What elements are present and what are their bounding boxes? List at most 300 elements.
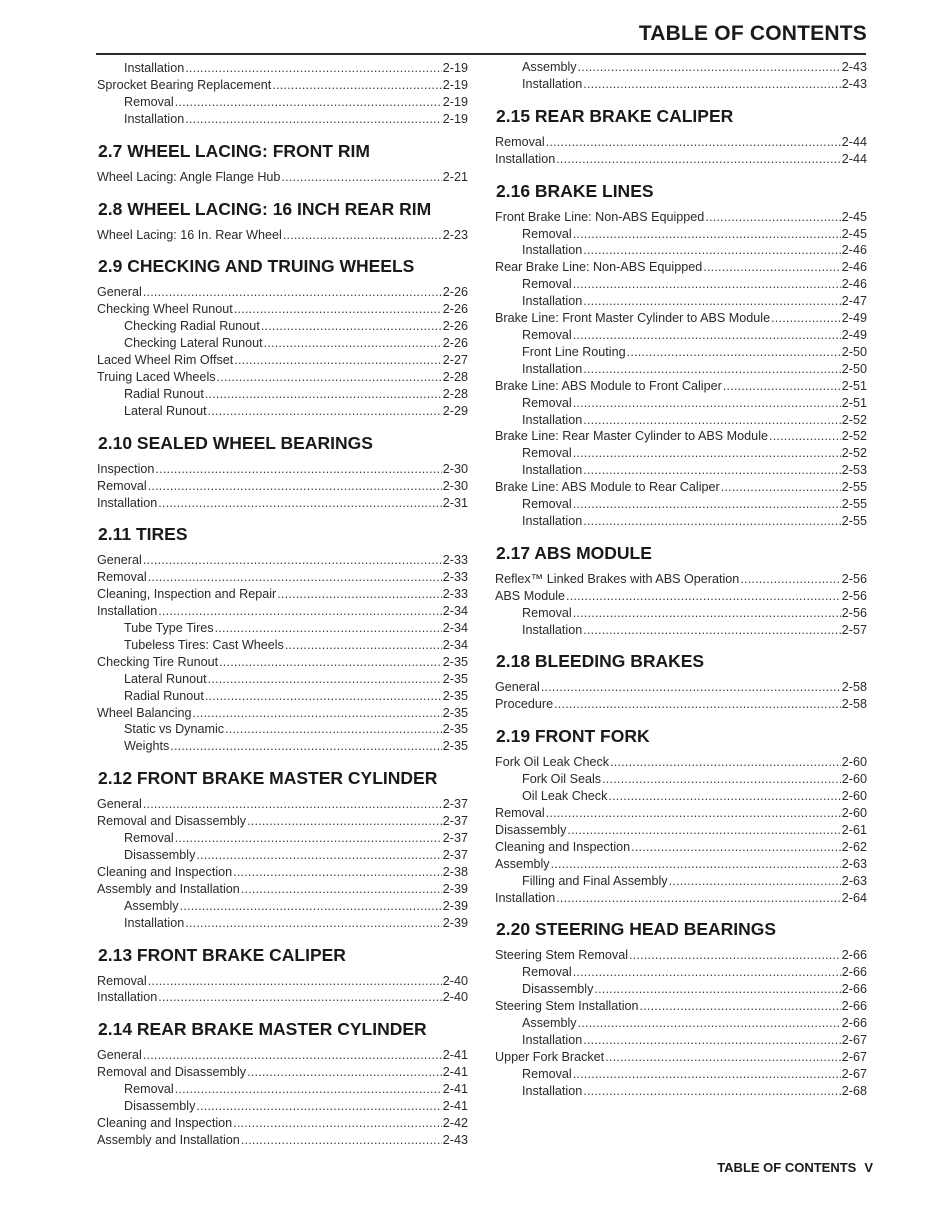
dot-leader [148,973,442,990]
toc-entry[interactable] [97,60,468,77]
toc-entry[interactable] [97,1098,468,1115]
toc-entry-page: 2-66 [841,1016,867,1031]
toc-entry-page: 2-19 [442,111,468,126]
toc-entry-label: Removal [522,605,572,620]
toc-entry-label: Steering Stem Installation [495,999,639,1014]
section-heading[interactable]: 2.18 BLEEDING BRAKES [496,651,705,672]
toc-entry-page: 2-19 [442,94,468,109]
toc-entry[interactable] [495,479,867,496]
dot-leader [631,839,841,856]
toc-entry-label: Checking Lateral Runout [124,336,263,351]
toc-entry-page: 2-49 [841,311,867,326]
toc-entry-label: ABS Module [495,588,566,603]
toc-entry-page: 2-42 [442,1115,468,1130]
dot-leader [723,378,841,395]
toc-entry[interactable] [495,1066,867,1083]
toc-entry-page: 2-44 [841,151,867,166]
toc-entry-page: 2-41 [442,1082,468,1097]
toc-entry-page: 2-40 [442,990,468,1005]
toc-entry-label: Installation [522,361,583,376]
dot-leader [148,478,442,495]
toc-entry[interactable] [495,412,867,429]
toc-entry[interactable] [495,622,867,639]
dot-leader [155,461,441,478]
toc-entry-label: Assembly and Installation [97,1132,240,1147]
toc-entry-label: Removal [124,94,174,109]
toc-entry-page: 2-67 [841,1049,867,1064]
dot-leader [175,830,442,847]
dot-leader [281,169,441,186]
toc-entry[interactable] [495,1015,867,1032]
dot-leader [225,721,442,738]
toc-entry[interactable] [97,813,468,830]
toc-entry[interactable] [97,654,468,671]
toc-entry-page: 2-41 [442,1048,468,1063]
section-heading[interactable]: 2.14 REAR BRAKE MASTER CYLINDER [98,1019,427,1040]
dot-leader [608,788,840,805]
toc-entry-label: Laced Wheel Rim Offset [97,353,234,368]
toc-entry-page: 2-58 [841,680,867,695]
dot-leader [573,964,841,981]
toc-entry[interactable] [97,796,468,813]
toc-entry[interactable] [495,242,867,259]
page-footer [717,1160,873,1175]
toc-entry[interactable] [97,1115,468,1132]
toc-entry[interactable] [495,1083,867,1100]
toc-entry[interactable] [495,259,867,276]
toc-entry-label: Disassembly [124,1099,196,1114]
dot-leader [566,588,841,605]
toc-entry-label: Lateral Runout [124,671,207,686]
toc-entry-label: Removal and Disassembly [97,814,247,829]
toc-entry[interactable] [97,864,468,881]
toc-entry[interactable] [495,754,867,771]
toc-entry-page: 2-50 [841,361,867,376]
dot-leader [261,318,442,335]
toc-entry-page: 2-51 [841,395,867,410]
toc-entry-page: 2-64 [841,890,867,905]
toc-section [495,917,867,1099]
toc-entry-label: Installation [124,61,185,75]
toc-entry[interactable] [495,76,867,93]
toc-entry[interactable] [97,637,468,654]
toc-entry-page: 2-61 [841,822,867,837]
toc-entry[interactable] [97,403,468,420]
toc-entry[interactable] [495,964,867,981]
toc-entry-page: 2-26 [442,302,468,317]
dot-leader [272,77,441,94]
toc-entry[interactable] [97,227,468,244]
toc-entry-page: 2-47 [841,294,867,309]
toc-entry[interactable] [495,588,867,605]
toc-entry[interactable] [495,428,867,445]
footer-label: TABLE OF CONTENTS [717,1160,857,1175]
toc-entry-page: 2-67 [841,1032,867,1047]
toc-entry-label: Installation [124,915,185,930]
toc-entry[interactable] [97,169,468,186]
toc-entry-page: 2-21 [442,169,468,184]
toc-entry[interactable] [97,898,468,915]
toc-entry-page: 2-63 [841,873,867,888]
dot-leader [196,847,441,864]
section-heading[interactable]: 2.19 FRONT FORK [496,726,650,747]
toc-entry[interactable] [97,386,468,403]
toc-entry[interactable] [97,94,468,111]
toc-entry-page: 2-50 [841,344,867,359]
toc-left-column [97,60,468,1149]
toc-entry-label: Installation [124,111,185,126]
toc-entry-label: Steering Stem Removal [495,948,628,963]
toc-entry-label: Fork Oil Seals [522,772,602,787]
toc-entry-page: 2-46 [841,260,867,275]
toc-entry[interactable] [495,947,867,964]
toc-entry[interactable] [97,603,468,620]
dot-leader [771,310,841,327]
toc-entry[interactable] [495,310,867,327]
toc-entry[interactable] [495,873,867,890]
toc-entry[interactable] [97,847,468,864]
toc-entry-page: 2-19 [442,77,468,92]
toc-entry-page: 2-35 [442,671,468,686]
toc-entry-page: 2-35 [442,705,468,720]
dot-leader [583,513,841,530]
dot-leader [196,1098,441,1115]
toc-entry[interactable] [97,688,468,705]
section-heading[interactable]: 2.12 FRONT BRAKE MASTER CYLINDER [98,768,438,789]
toc-entry[interactable] [495,605,867,622]
dot-leader [233,864,442,881]
toc-entry-page: 2-66 [841,948,867,963]
section-heading[interactable]: 2.20 STEERING HEAD BEARINGS [496,919,777,940]
section-heading[interactable]: 2.7 WHEEL LACING: FRONT RIM [98,140,370,161]
toc-entry-label: Static vs Dynamic [124,722,225,737]
toc-entry-label: Removal [522,395,572,410]
toc-entry-page: 2-37 [442,797,468,812]
dot-leader [219,654,442,671]
dot-leader [629,947,841,964]
toc-entry-page: 2-27 [442,353,468,368]
toc-entry[interactable] [97,284,468,301]
toc-entry-page: 2-66 [841,982,867,997]
dot-leader [143,284,442,301]
toc-entry-page: 2-38 [442,864,468,879]
toc-entry-label: Cleaning, Inspection and Repair [97,587,277,602]
toc-entry-label: Removal [522,277,572,292]
toc-entry[interactable] [97,881,468,898]
toc-entry[interactable] [97,569,468,586]
toc-entry-label: Removal [495,806,545,820]
toc-entry-label: General [97,797,142,812]
dot-leader [583,462,841,479]
toc-entry[interactable] [495,395,867,412]
section-heading[interactable]: 2.13 FRONT BRAKE CALIPER [98,944,346,965]
toc-entry[interactable] [495,771,867,788]
toc-entry-page: 2-55 [841,480,867,495]
toc-entry-label: Removal [124,831,174,846]
toc-entry-page: 2-49 [841,327,867,342]
toc-entry[interactable] [495,1049,867,1066]
toc-entry-label: Disassembly [495,822,567,837]
dot-leader [627,344,841,361]
toc-entry-label: Assembly [522,1016,577,1031]
toc-entry-label: Installation [97,604,158,619]
toc-entry-page: 2-31 [442,495,468,510]
toc-entry[interactable] [495,696,867,713]
toc-entry[interactable] [97,830,468,847]
toc-entry-label: Fork Oil Leak Check [495,755,610,770]
dot-leader [541,679,841,696]
toc-entry-page: 2-45 [841,226,867,241]
dot-leader [185,60,442,77]
toc-entry[interactable] [495,679,867,696]
toc-entry-label: Installation [522,1083,583,1098]
section-heading[interactable]: 2.9 CHECKING AND TRUING WHEELS [98,256,415,277]
toc-entry[interactable] [97,352,468,369]
toc-entry-label: Installation [522,513,583,528]
toc-entry-label: Removal [97,478,147,493]
section-heading[interactable]: 2.16 BRAKE LINES [496,180,654,201]
dot-leader [215,620,442,637]
dot-leader [247,1064,442,1081]
dot-leader [283,227,442,244]
toc-entry-label: Assembly [495,856,550,871]
dot-leader [158,603,442,620]
dot-leader [277,586,442,603]
toc-entry[interactable] [97,586,468,603]
dot-leader [583,361,841,378]
toc-entry-label: Installation [522,463,583,478]
toc-entry-label: General [495,680,540,695]
dot-leader [208,403,442,420]
toc-entry[interactable] [97,721,468,738]
toc-entry[interactable] [97,111,468,128]
toc-entry-label: Assembly and Installation [97,881,240,896]
toc-entry-label: Assembly [124,898,179,913]
dot-leader [208,671,442,688]
toc-entry-page: 2-60 [841,772,867,787]
toc-entry[interactable] [495,151,867,168]
toc-entry-page: 2-46 [841,243,867,258]
toc-entry[interactable] [495,839,867,856]
toc-entry-page: 2-39 [442,915,468,930]
dot-leader [605,1049,841,1066]
toc-entry[interactable] [97,973,468,990]
toc-entry-page: 2-37 [442,831,468,846]
dot-leader [573,226,841,243]
toc-entry[interactable] [495,998,867,1015]
dot-leader [546,805,841,822]
toc-entry-page: 2-40 [442,973,468,988]
toc-entry-page: 2-51 [841,378,867,393]
toc-entry[interactable] [97,552,468,569]
dot-leader [247,813,442,830]
dot-leader [158,989,442,1006]
dot-leader [170,738,442,755]
toc-entry-page: 2-33 [442,587,468,602]
toc-entry[interactable] [495,378,867,395]
dot-leader [602,771,841,788]
toc-entry-label: Brake Line: ABS Module to Front Caliper [495,378,722,393]
toc-entry-label: Installation [97,495,158,510]
toc-entry[interactable] [495,805,867,822]
dot-leader [640,998,841,1015]
toc-section [97,766,468,931]
toc-section [495,179,867,530]
toc-right-column [495,59,867,1100]
toc-entry-label: General [97,285,142,300]
toc-entry[interactable] [97,738,468,755]
toc-entry-label: Installation [495,890,556,905]
toc-entry-label: Filling and Final Assembly [522,873,668,888]
toc-entry-page: 2-56 [841,571,867,586]
toc-entry-label: Truing Laced Wheels [97,369,216,384]
toc-entry[interactable] [97,301,468,318]
toc-entry[interactable] [495,496,867,513]
toc-entry-label: General [97,1048,142,1063]
toc-entry-label: Inspection [97,461,155,476]
toc-entry[interactable] [495,822,867,839]
dot-leader [721,479,841,496]
dot-leader [185,111,442,128]
toc-entry-page: 2-44 [841,134,867,149]
dot-leader [556,151,841,168]
toc-section [495,724,867,906]
toc-entry-page: 2-52 [841,429,867,444]
dot-leader [193,705,442,722]
toc-entry[interactable] [97,1047,468,1064]
toc-entry[interactable] [97,335,468,352]
toc-entry[interactable] [495,513,867,530]
section-heading[interactable]: 2.11 TIRES [98,524,188,545]
dot-leader [158,495,442,512]
toc-entry-label: Removal [522,965,572,980]
dot-leader [567,822,840,839]
toc-entry[interactable] [97,989,468,1006]
dot-leader [175,94,442,111]
toc-entry-label: Tubeless Tires: Cast Wheels [124,637,284,652]
toc-entry[interactable] [97,495,468,512]
toc-entry-page: 2-39 [442,881,468,896]
toc-entry[interactable] [495,788,867,805]
toc-entry-label: Cleaning and Inspection [97,864,233,879]
toc-entry[interactable] [495,276,867,293]
toc-section [97,1017,468,1148]
toc-entry-label: Tube Type Tires [124,621,214,636]
toc-entry-page: 2-60 [841,755,867,770]
toc-entry[interactable] [97,461,468,478]
dot-leader [554,696,841,713]
section-heading[interactable]: 2.8 WHEEL LACING: 16 INCH REAR RIM [98,198,432,219]
dot-leader [573,1066,841,1083]
toc-entry-label: Removal [97,973,147,988]
toc-entry-page: 2-35 [442,722,468,737]
dot-leader [148,569,442,586]
toc-entry[interactable] [97,915,468,932]
header-rule [96,53,866,55]
toc-entry[interactable] [97,671,468,688]
dot-leader [583,242,841,259]
toc-entry[interactable] [97,369,468,386]
toc-entry[interactable] [495,462,867,479]
toc-entry-page: 2-28 [442,369,468,384]
dot-leader [180,898,442,915]
toc-entry-page: 2-26 [442,285,468,300]
toc-entry-label: Procedure [495,697,554,712]
toc-entry[interactable] [97,1064,468,1081]
toc-entry[interactable] [495,890,867,907]
toc-entry[interactable] [495,1032,867,1049]
toc-entry[interactable] [97,318,468,335]
section-heading[interactable]: 2.17 ABS MODULE [496,542,652,563]
dot-leader [551,856,841,873]
toc-section [495,541,867,639]
dot-leader [175,1081,442,1098]
toc-entry-label: Removal and Disassembly [97,1065,247,1080]
toc-entry[interactable] [495,226,867,243]
toc-entry-page: 2-35 [442,654,468,669]
toc-entry-page: 2-46 [841,277,867,292]
toc-entry[interactable] [97,478,468,495]
toc-entry[interactable] [97,1132,468,1149]
dot-leader [769,428,841,445]
toc-entry-page: 2-60 [841,806,867,820]
toc-entry-label: Checking Tire Runout [97,654,219,669]
toc-entry[interactable] [495,209,867,226]
section-heading[interactable]: 2.15 REAR BRAKE CALIPER [496,105,734,126]
toc-entry-label: Installation [495,151,556,166]
toc-entry[interactable] [495,571,867,588]
dot-leader [610,754,841,771]
toc-entry[interactable] [495,856,867,873]
dot-leader [285,637,442,654]
dot-leader [573,445,841,462]
toc-entry-page: 2-35 [442,688,468,703]
toc-entry[interactable] [495,134,867,151]
toc-entry-page: 2-33 [442,553,468,568]
toc-entry[interactable] [495,361,867,378]
section-heading[interactable]: 2.10 SEALED WHEEL BEARINGS [98,432,373,453]
toc-entry-page: 2-58 [841,697,867,712]
toc-entry[interactable] [495,344,867,361]
toc-entry-label: Removal [97,570,147,585]
toc-entry-page: 2-57 [841,622,867,637]
toc-entry-label: Weights [124,739,170,754]
dot-leader [143,796,442,813]
toc-entry[interactable] [495,327,867,344]
toc-entry-page: 2-56 [841,605,867,620]
toc-entry-page: 2-55 [841,513,867,528]
dot-leader [143,1047,442,1064]
toc-entry-label: Removal [522,226,572,241]
toc-entry-page: 2-56 [841,588,867,603]
dot-leader [573,327,841,344]
toc-entry[interactable] [495,59,867,76]
toc-entry-page: 2-30 [442,461,468,476]
toc-entry[interactable] [495,445,867,462]
toc-entry-page: 2-62 [841,839,867,854]
toc-section [97,254,468,419]
dot-leader [705,209,840,226]
toc-entry[interactable] [97,77,468,94]
toc-entry[interactable] [495,293,867,310]
toc-entry[interactable] [97,1081,468,1098]
toc-entry-page: 2-43 [841,76,867,91]
toc-entry[interactable] [495,981,867,998]
toc-entry-label: Wheel Balancing [97,705,192,720]
toc-entry[interactable] [97,620,468,637]
toc-entry-page: 2-26 [442,336,468,351]
toc-entry[interactable] [97,705,468,722]
